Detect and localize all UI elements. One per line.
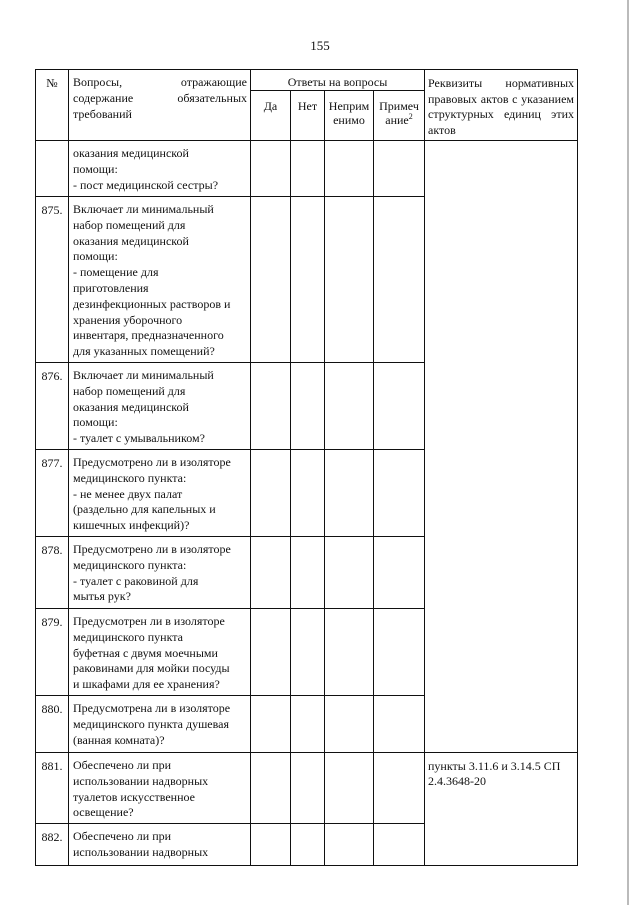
question-line: набор помещений для — [73, 217, 186, 232]
row-number — [36, 141, 69, 197]
question-text — [69, 197, 251, 363]
question-line: (ванная комната)? — [73, 732, 165, 747]
question-text — [69, 362, 251, 449]
question-line: медицинского пункта — [73, 629, 183, 644]
question-line: для указанных помещений? — [73, 344, 215, 359]
header-requisites: Реквизиты нормативных правовых актов с указанием структурных единиц этих актов — [425, 70, 578, 141]
answer-net-cell[interactable] — [291, 536, 325, 608]
answer-primechanie-cell[interactable] — [374, 197, 425, 363]
question-line: кишечных инфекций)? — [73, 518, 190, 533]
table-row — [36, 752, 578, 823]
question-text — [69, 536, 251, 608]
answer-primechanie-cell[interactable] — [374, 141, 425, 197]
answer-net-cell[interactable] — [291, 608, 325, 695]
answer-neprimenimo-cell[interactable] — [325, 608, 374, 695]
row-number: 879. — [36, 608, 69, 695]
question-line: инвентаря, предназначенного — [73, 328, 224, 343]
answer-neprimenimo-cell[interactable] — [325, 141, 374, 197]
question-line: освещение? — [73, 805, 134, 820]
answer-da-cell[interactable] — [251, 824, 291, 866]
question-line: медицинского пункта: — [73, 470, 187, 485]
question-line: - туалет с умывальником? — [73, 431, 205, 446]
question-line: Предусмотрена ли в изоляторе — [73, 700, 231, 715]
question-line: туалетов искусственное — [73, 789, 195, 804]
checklist-table — [35, 69, 578, 866]
answer-da-cell[interactable] — [251, 608, 291, 695]
answer-net-cell[interactable] — [291, 449, 325, 536]
scan-edge — [627, 0, 629, 905]
question-line: медицинского пункта: — [73, 557, 187, 572]
question-line: оказания медицинской — [73, 146, 189, 160]
answer-net-cell[interactable] — [291, 695, 325, 752]
answer-net-cell[interactable] — [291, 752, 325, 823]
answer-neprimenimo-cell[interactable] — [325, 362, 374, 449]
question-text — [69, 608, 251, 695]
answer-net-cell[interactable] — [291, 362, 325, 449]
question-line: приготовления — [73, 280, 149, 295]
question-line: использовании надворных — [73, 844, 209, 859]
answer-da-cell[interactable] — [251, 197, 291, 363]
answer-primechanie-cell[interactable] — [374, 449, 425, 536]
header-primechanie — [374, 91, 425, 141]
question-line: - не менее двух палат — [73, 486, 183, 501]
question-text — [69, 449, 251, 536]
row-number: 878. — [36, 536, 69, 608]
question-line: Включает ли минимальный — [73, 202, 214, 216]
question-line: раковинами для мойки посуды — [73, 661, 230, 676]
question-line: буфетная с двумя моечными — [73, 645, 218, 660]
question-line: Предусмотрен ли в изоляторе — [73, 613, 225, 628]
question-line: Предусмотрено ли в изоляторе — [73, 454, 231, 469]
answer-primechanie-cell[interactable] — [374, 695, 425, 752]
answer-neprimenimo-cell[interactable] — [325, 536, 374, 608]
question-line: - пост медицинской сестры? — [73, 177, 219, 192]
question-text — [69, 695, 251, 752]
requisites-cell: пункты 3.11.6 и 3.14.5 СП 2.4.3648-20 — [425, 752, 578, 865]
row-number: 880. — [36, 695, 69, 752]
question-line: помощи: — [73, 161, 118, 176]
answer-neprimenimo-cell[interactable] — [325, 752, 374, 823]
question-line: оказания медицинской — [73, 399, 189, 414]
row-number: 877. — [36, 449, 69, 536]
header-neprimenimo: Неприм енимо — [325, 91, 374, 141]
answer-da-cell[interactable] — [251, 449, 291, 536]
header-da: Да — [251, 91, 291, 141]
question-line: Обеспечено ли при — [73, 757, 172, 772]
question-line: помощи: — [73, 415, 118, 430]
answer-primechanie-cell[interactable] — [374, 608, 425, 695]
question-line: Обеспечено ли при — [73, 829, 172, 844]
header-answers: Ответы на вопросы — [251, 70, 425, 91]
question-line: - помещение для — [73, 265, 159, 280]
answer-da-cell[interactable] — [251, 536, 291, 608]
requisites-cell-empty — [425, 141, 578, 753]
question-line: Включает ли минимальный — [73, 367, 214, 382]
question-line: хранения уборочного — [73, 312, 183, 327]
row-number: 876. — [36, 362, 69, 449]
question-line: медицинского пункта душевая — [73, 716, 229, 731]
question-line: Предусмотрено ли в изоляторе — [73, 541, 231, 556]
answer-net-cell[interactable] — [291, 141, 325, 197]
table-row — [36, 141, 578, 197]
question-line: мытья рук? — [73, 589, 131, 604]
row-number: 882. — [36, 824, 69, 866]
answer-neprimenimo-cell[interactable] — [325, 824, 374, 866]
question-line: помощи: — [73, 249, 118, 264]
answer-primechanie-cell[interactable] — [374, 362, 425, 449]
header-note-sup: 2 — [408, 112, 413, 122]
answer-primechanie-cell[interactable] — [374, 752, 425, 823]
question-line: (раздельно для капельных и — [73, 502, 216, 517]
answer-da-cell[interactable] — [251, 362, 291, 449]
question-text — [69, 141, 251, 197]
question-text — [69, 752, 251, 823]
answer-da-cell[interactable] — [251, 695, 291, 752]
row-number: 881. — [36, 752, 69, 823]
answer-neprimenimo-cell[interactable] — [325, 449, 374, 536]
answer-da-cell[interactable] — [251, 141, 291, 197]
question-text — [69, 824, 251, 866]
question-line: использовании надворных — [73, 773, 209, 788]
row-number: 875. — [36, 197, 69, 363]
question-line: оказания медицинской — [73, 233, 189, 248]
answer-da-cell[interactable] — [251, 752, 291, 823]
page-number: 155 — [310, 38, 330, 53]
answer-primechanie-cell[interactable] — [374, 824, 425, 866]
header-note-label: Примеч ание — [379, 99, 419, 128]
answer-net-cell[interactable] — [291, 824, 325, 866]
header-net: Нет — [291, 91, 325, 141]
question-line: - туалет с раковиной для — [73, 573, 199, 588]
question-line: набор помещений для — [73, 383, 186, 398]
answer-neprimenimo-cell[interactable] — [325, 197, 374, 363]
question-line: и шкафами для ее хранения? — [73, 677, 220, 692]
answer-net-cell[interactable] — [291, 197, 325, 363]
answer-neprimenimo-cell[interactable] — [325, 695, 374, 752]
question-line: дезинфекционных растворов и — [73, 296, 231, 311]
header-questions: Вопросы, отражающие содержание обязательных требований — [69, 70, 251, 141]
answer-primechanie-cell[interactable] — [374, 536, 425, 608]
header-num: № — [36, 70, 69, 141]
